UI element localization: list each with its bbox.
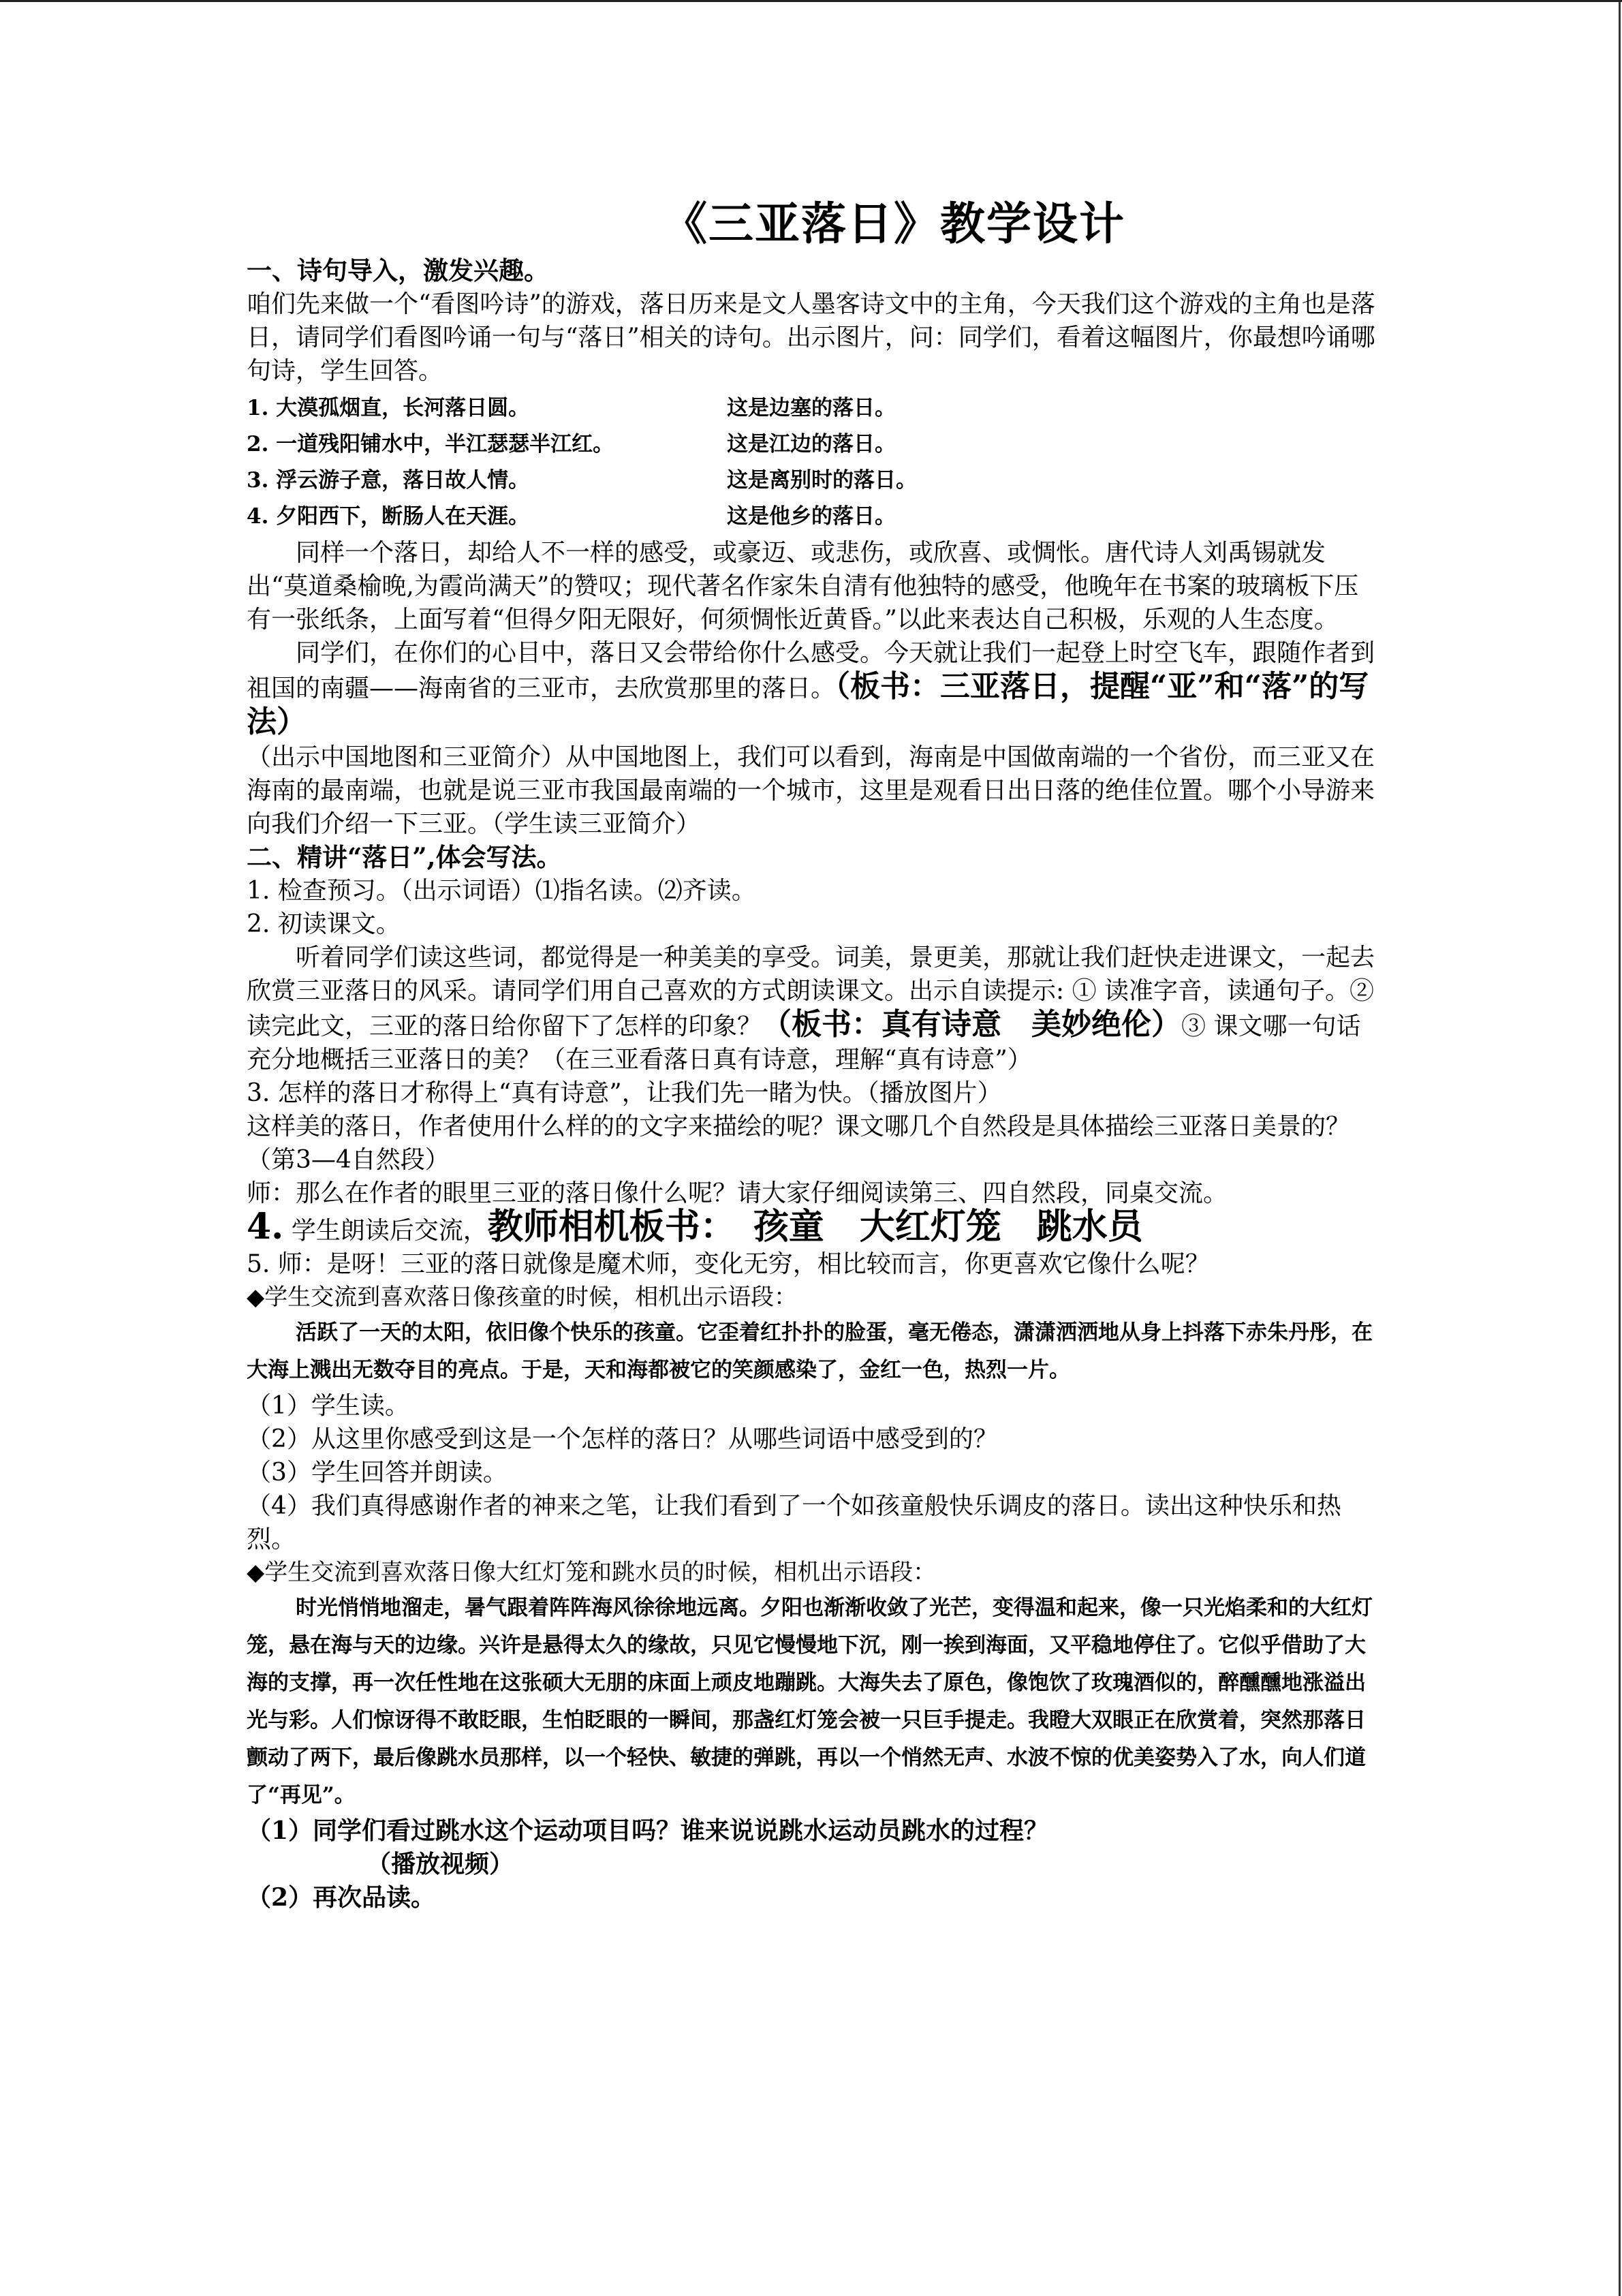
paragraph-listen: 听着同学们读这些词，都觉得是一种美美的享受。词美，景更美，那就让我们赶快走进课文，一起去欣赏三亚落日的风采。请同学们用自己喜欢的方式朗读课文。出示自读提示: ① 读准字音，读通句子。② 读完此文，三亚的落日给你留下了怎样的印象？（板书：真有诗意 美妙绝伦）③ 课文哪一句话充分地概括三亚落日的美？（在三亚看落日真有诗意，理解“真有诗意”） (247, 944, 1375, 1074)
list-item: 2. 初读课文。 (247, 910, 401, 938)
list-item-4: 4. 学生朗读后交流，教师相机板书： 孩童 大红灯笼 跳水员 (247, 1206, 1143, 1247)
paragraph-intro: 咱们先来做一个“看图吟诗”的游戏，落日历来是文人墨客诗文中的主角，今天我们这个游戏的主角也是落日，请同学们看图吟诵一句与“落日”相关的诗句。出示图片，问：同学们，看着这幅图片，你最想吟诵哪句诗，学生回答。 (247, 290, 1375, 385)
document-body (247, 193, 1377, 1914)
board-note: （板书：三亚落日，提醒“亚”和“落”的写法） (247, 669, 1369, 739)
quote-child: 活跃了一天的太阳，依旧像个快乐的孩童。它歪着红扑扑的脸蛋，毫无倦态，潇潇洒洒地从身上抖落下赤朱丹彤，在大海上溅出无数夺目的亮点。于是，天和海都被它的笑颜感染了，金红一色，热烈一片。 (247, 1320, 1373, 1382)
paragraph-teacher: 师：那么在作者的眼里三亚的落日像什么呢？请大家仔细阅读第三、四自然段，同桌交流。 (247, 1179, 1228, 1207)
poem-line: 4. 夕阳西下，断肠人在天涯。 这是他乡的落日。 (247, 504, 896, 529)
step: （2）从这里你感受到这是一个怎样的落日？从哪些词语中感受到的？ (247, 1425, 998, 1453)
poem-line: 3. 浮云游子意，落日故人情。 这是离别时的落日。 (247, 468, 917, 493)
section-2-heading: 二、精讲“落日”,体会写法。 (247, 842, 562, 872)
list-item-5: 5. 师：是呀！三亚的落日就像是魔术师，变化无穷，相比较而言，你更喜欢它像什么呢？ (247, 1250, 1210, 1278)
list-item: 1. 检查预习。（出示词语）⑴指名读。⑵齐读。 (247, 877, 756, 905)
list-item: 3. 怎样的落日才称得上“真有诗意”，让我们先一睹为快。（播放图片） (247, 1079, 1002, 1107)
step: （2）再次品读。 (247, 1883, 436, 1912)
bullet-lantern: ◆学生交流到喜欢落日像大红灯笼和跳水员的时候，相机出示语段： (247, 1559, 937, 1586)
paragraph-map: （出示中国地图和三亚简介）从中国地图上，我们可以看到，海南是中国做南端的一个省份，而三亚又在海南的最南端，也就是说三亚市我国最南端的一个城市，这里是观看日出日落的绝佳位置。哪个小导游来向我们介绍一下三亚。（学生读三亚简介） (247, 743, 1375, 838)
step: （1）学生读。 (247, 1392, 409, 1420)
poem-line: 1. 大漠孤烟直，长河落日圆。 这是边塞的落日。 (247, 396, 896, 420)
paragraph-describe: 这样美的落日，作者使用什么样的的文字来描绘的呢？课文哪几个自然段是具体描绘三亚落日美景的？（第3—4自然段） (247, 1113, 1351, 1174)
step: （4）我们真得感谢作者的神来之笔，让我们看到了一个如孩童般快乐调皮的落日。读出这种快乐和热烈。 (247, 1492, 1341, 1553)
poem-line: 2. 一道残阳铺水中，半江瑟瑟半江红。 这是江边的落日。 (247, 432, 896, 456)
step: （3）学生回答并朗读。 (247, 1459, 508, 1487)
poem-list (247, 390, 1377, 535)
step: （1）同学们看过跳水这个运动项目吗？谁来说说跳水运动员跳水的过程？ (247, 1816, 1049, 1845)
page-title: 《三亚落日》教学设计 (662, 197, 1125, 250)
paragraph-same-sunset: 同样一个落日，却给人不一样的感受，或豪迈、或悲伤，或欣喜、或惆怅。唐代诗人刘禹锡就发出“莫道桑榆晚,为霞尚满天”的赞叹；现代著名作家朱自清有他独特的感受，他晚年在书案的玻璃板下压有一张纸条，上面写着“但得夕阳无限好，何须惆怅近黄昏。”以此来表达自己积极，乐观的人生态度。 (247, 539, 1359, 634)
step: （播放视频） (366, 1850, 514, 1878)
board-note: 教师相机板书： 孩童 大红灯笼 跳水员 (487, 1206, 1143, 1247)
board-note: （板书：真有诗意 美妙绝伦） (762, 1007, 1182, 1042)
paragraph-students: 同学们，在你们的心目中，落日又会带给你什么感受。今天就让我们一起登上时空飞车，跟随作者到祖国的南疆——海南省的三亚市，去欣赏那里的落日。（板书：三亚落日，提醒“亚”和“落”的写法） (247, 639, 1375, 739)
page-edge (1619, 2, 1621, 2296)
section-1-heading: 一、诗句导入，激发兴趣。 (247, 255, 549, 285)
quote-lantern: 时光悄悄地溜走，暑气跟着阵阵海风徐徐地远离。夕阳也渐渐收敛了光芒，变得温和起来，像一只光焰柔和的大红灯笼，悬在海与天的边缘。兴许是悬得太久的缘故，只见它慢慢地下沉，刚一挨到海面，又平稳地停住了。它似乎借助了大海的支撑，再一次任性地在这张硕大无朋的床面上顽皮地蹦跳。大海失去了原色，像饱饮了玫瑰酒似的，醉醺醺地涨溢出光与彩。人们惊讶得不敢眨眼，生怕眨眼的一瞬间，那盏红灯笼会被一只巨手提走。我瞪大双眼正在欣赏着，突然那落日颤动了两下，最后像跳水员那样，以一个轻快、敏捷的弹跳，再以一个悄然无声、水波不惊的优美姿势入了水，向人们道了“再见”。 (247, 1596, 1373, 1808)
bullet-child: ◆学生交流到喜欢落日像孩童的时候，相机出示语段： (247, 1284, 798, 1311)
